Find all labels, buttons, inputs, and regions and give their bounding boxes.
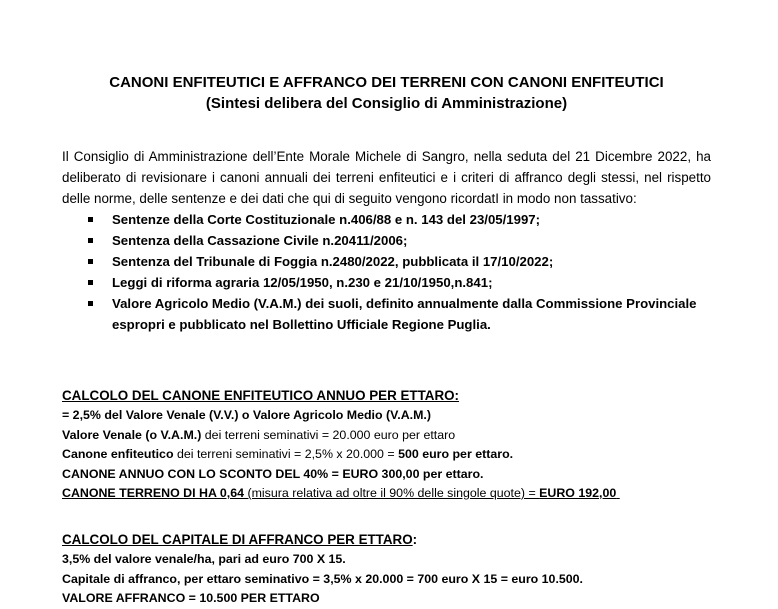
list-item xyxy=(88,272,711,293)
square-bullet-icon xyxy=(88,280,93,285)
reference-text: Leggi di riforma agraria 12/05/1950, n.230 e 21/10/1950,n.841; xyxy=(112,275,493,290)
title-line-2: (Sintesi delibera del Consiglio di Amministrazione) xyxy=(205,95,568,112)
list-item xyxy=(88,251,711,272)
affranco-line-1: 3,5% del valore venale/ha, pari ad euro 700 X 15. xyxy=(62,552,346,566)
affranco-heading: CALCOLO DEL CAPITALE DI AFFRANCO PER ETTARO xyxy=(62,532,413,547)
title-line-1: CANONI ENFITEUTICI E AFFRANCO DEI TERRENI CON CANONI ENFITEUTICI xyxy=(109,74,664,91)
square-bullet-icon xyxy=(88,217,93,222)
canone-line-5 xyxy=(62,484,711,504)
affranco-section xyxy=(62,530,711,609)
references-list xyxy=(62,209,711,335)
canone-terreno-label: CANONE TERRENO DI HA 0,64 xyxy=(62,486,244,500)
valore-venale-text: dei terreni seminativi = 20.000 euro per ettaro xyxy=(201,427,456,442)
canone-line-2 xyxy=(62,426,711,446)
intro-paragraph: Il Consiglio di Amministrazione dell’Ente Morale Michele di Sangro, nella seduta del 21 Dicembre 2022, ha deliberato di revisionare i canoni annuali dei terreni enfiteutici e i criteri di affranco degli stessi, nel rispetto delle norme, delle sentenze e dei dati che qui di seguito vengono ricordatI in modo non tassativo: xyxy=(62,149,711,206)
document-page xyxy=(62,72,711,605)
reference-text: Valore Agricolo Medio (V.A.M.) dei suoli, definito annualmente dalla Commissione Provinciale espropri e pubblicato nel Bollettino Ufficiale Regione Puglia. xyxy=(112,296,697,332)
list-item xyxy=(88,209,711,230)
canone-terreno-value: EURO 192,00 xyxy=(539,486,617,500)
document-title xyxy=(62,72,711,114)
canone-enfiteutico-text: dei terreni seminativi = 2,5% x 20.000 = xyxy=(173,447,399,461)
square-bullet-icon xyxy=(88,238,93,243)
reference-text: Sentenze della Corte Costituzionale n.406/88 e n. 143 del 23/05/1997; xyxy=(112,212,541,227)
list-item xyxy=(88,230,711,251)
square-bullet-icon xyxy=(88,259,93,264)
list-item xyxy=(88,293,711,335)
canone-line-3 xyxy=(62,445,711,465)
reference-text: Sentenza della Cassazione Civile n.20411/2006; xyxy=(112,233,408,248)
canone-line-4: CANONE ANNUO CON LO SCONTO DEL 40% = EURO 300,00 per ettaro. xyxy=(62,466,484,481)
canone-line-1: = 2,5% del Valore Venale (V.V.) o Valore Agricolo Medio (V.A.M.) xyxy=(62,408,431,422)
reference-text: Sentenza del Tribunale di Foggia n.2480/2022, pubblicata il 17/10/2022; xyxy=(112,254,554,269)
affranco-heading-wrap xyxy=(62,530,711,550)
canone-heading: CALCOLO DEL CANONE ENFITEUTICO ANNUO PER ETTARO: xyxy=(62,388,460,403)
canone-enfiteutico-label: Canone enfiteutico xyxy=(62,447,174,461)
affranco-line-3: VALORE AFFRANCO = 10.500 PER ETTARO xyxy=(62,591,320,605)
square-bullet-icon xyxy=(88,301,93,306)
affranco-line-2: Capitale di affranco, per ettaro seminativo = 3,5% x 20.000 = 700 euro X 15 = euro 10.500. xyxy=(62,571,583,586)
canone-terreno-text: (misura relativa ad oltre il 90% delle singole quote) = xyxy=(244,486,540,500)
canone-section xyxy=(62,386,711,504)
affranco-heading-colon: : xyxy=(412,532,418,547)
canone-enfiteutico-value: 500 euro per ettaro. xyxy=(398,447,514,461)
valore-venale-label: Valore Venale (o V.A.M.) xyxy=(62,427,202,442)
